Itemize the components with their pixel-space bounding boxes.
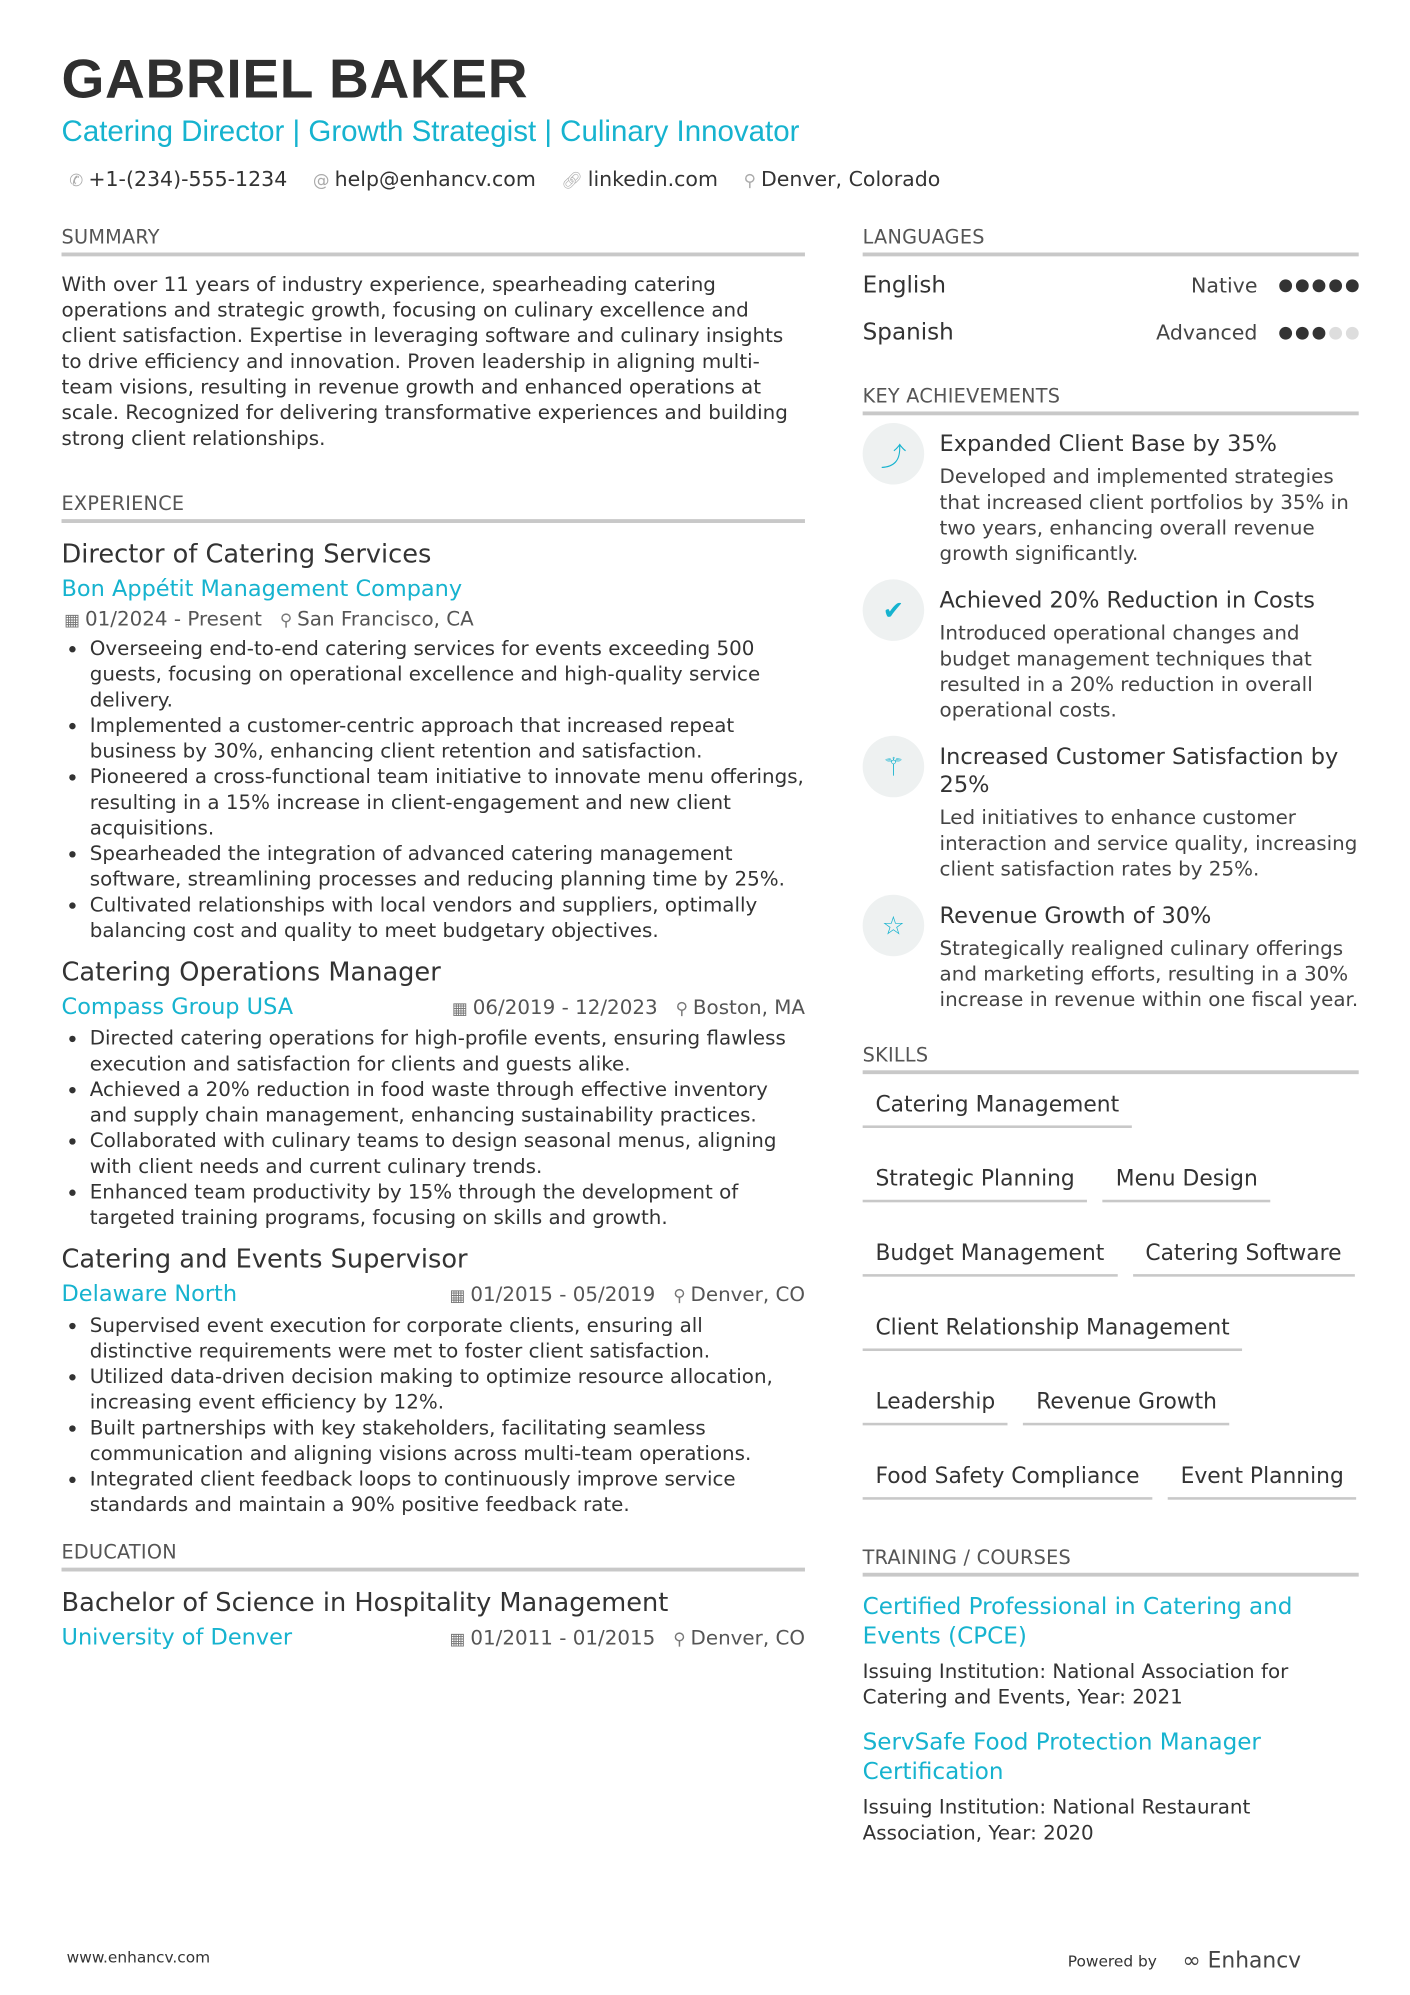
job-dates: 06/2019 - 12/2023	[472, 995, 658, 1020]
job-entry	[62, 956, 805, 1230]
calendar-icon: ▦	[451, 999, 468, 1020]
email[interactable]: @ help@enhancv.com	[312, 166, 536, 191]
rating-dot	[1313, 279, 1326, 292]
job-meta	[432, 1283, 805, 1306]
achievement-title: Achieved 20% Reduction in Costs	[939, 588, 1315, 614]
course-item	[863, 1728, 1359, 1846]
achievement-title: Expanded Client Base by 35%	[939, 431, 1277, 458]
rating-dot	[1329, 279, 1342, 292]
company-name: Delaware North	[61, 1281, 238, 1308]
bullet-item: • Collaborated with culinary teams to design seasonal menus, aligning with client needs and current culinary trends.	[90, 1128, 805, 1179]
experience-heading: EXPERIENCE	[62, 492, 805, 523]
achievements-list	[863, 431, 1359, 1013]
bullet-item: • Cultivated relationships with local vendors and suppliers, optimally balancing cost and quality to meet budgetary objectives.	[90, 892, 805, 943]
job-meta-row	[62, 995, 805, 1021]
skill-tag: Event Planning	[1168, 1461, 1357, 1499]
achievement-item	[863, 431, 1359, 567]
job-bullets	[90, 636, 805, 944]
left-column	[62, 226, 805, 1651]
achievement-body	[940, 743, 1359, 881]
bullet-item: • Enhanced team productivity by 15% through the development of targeted training programs, focusing on skills and growth.	[90, 1179, 805, 1230]
contact-info	[69, 167, 940, 191]
location-pin-icon: ⚲	[673, 1286, 686, 1307]
bullet-item: • Utilized data-driven decision making to optimize resource allocation, increasing event efficiency by 12%.	[90, 1364, 805, 1415]
job-role: Director of Catering Services	[61, 538, 432, 570]
bullet-item: • Supervised event execution for corporate clients, ensuring all distinctive requirements were met to foster client satisfaction.	[90, 1313, 805, 1364]
course-item	[863, 1592, 1359, 1710]
achievement-text: Led initiatives to enhance customer interaction and service quality, increasing client satisfaction rates by 25%.	[939, 806, 1358, 881]
school: University of Denver	[61, 1625, 293, 1651]
location-pin-icon: ⚲	[279, 611, 293, 631]
language-rating	[1191, 272, 1359, 299]
skill-tag: Food Safety Compliance	[863, 1461, 1153, 1499]
candidate-title: Catering Director | Growth Strategist | Culinary Innovator	[61, 114, 800, 148]
achievement-text: Introduced operational changes and budget management techniques that resulted in a 20% reduction in overall operational costs.	[939, 621, 1313, 722]
rating-dot	[1279, 327, 1292, 340]
skill-tag: Catering Software	[1133, 1238, 1355, 1276]
degree: Bachelor of Science in Hospitality Management	[61, 1586, 669, 1618]
achievement-title: Increased Customer Satisfaction by 25%	[939, 744, 1339, 799]
bullet-item: • Implemented a customer-centric approach that increased repeat business by 30%, enhancing client retention and satisfaction.	[90, 713, 805, 764]
job-bullets	[90, 1313, 805, 1518]
job-location: San Francisco, CA	[297, 607, 474, 631]
bullet-item: • Directed catering operations for high-profile events, ensuring flawless execution and satisfaction for clients and guests alike.	[90, 1025, 805, 1076]
course-details: Issuing Institution: National Restaurant Association, Year: 2020	[862, 1795, 1251, 1845]
course-details: Issuing Institution: National Association for Catering and Events, Year: 2021	[862, 1659, 1289, 1709]
language-rating	[1156, 319, 1359, 346]
achievement-item	[863, 587, 1359, 723]
experience-list	[62, 538, 805, 1517]
skill-tag: Catering Management	[863, 1090, 1132, 1128]
languages-heading: LANGUAGES	[863, 226, 1359, 257]
achievement-item	[863, 902, 1359, 1012]
skill-tag: Leadership	[863, 1387, 1008, 1425]
job-entry	[62, 1243, 805, 1517]
achievement-text: Developed and implemented strategies that increased client portfolios by 35% in two years, enhancing overall revenue growth significantly.	[939, 465, 1349, 566]
job-entry	[62, 538, 805, 943]
job-dates: 01/2024 - Present	[84, 607, 262, 631]
bullet-item: • Overseeing end-to-end catering services for events exceeding 500 guests, focusing on operational excellence and high-quality service delivery.	[90, 636, 805, 713]
achievement-body	[940, 902, 1359, 1012]
rating-dot	[1346, 279, 1359, 292]
job-meta	[62, 608, 474, 631]
bullet-item: • Pioneered a cross-functional team initiative to innovate menu offerings, resulting in a 15% increase in client-engagement and new client acquisitions.	[90, 764, 805, 841]
enhancv-logo: ∞ Enhancv	[1182, 1948, 1302, 1974]
training-heading: TRAINING / COURSES	[863, 1546, 1359, 1577]
company-name: Compass Group USA	[61, 994, 294, 1021]
location-pin-icon: ⚲	[743, 171, 756, 191]
language-name: English	[862, 271, 946, 299]
at-icon: @	[312, 171, 330, 191]
job-location: Denver, CO	[690, 1283, 805, 1307]
summary-text: With over 11 years of industry experience, spearheading catering operations and strategic growth, focusing on culinary excellence and client satisfaction. Expertise in leveraging software and culinary insights to drive efficiency and innovation. Proven leadership in aligning multi-team visions, resulting in revenue growth and enhanced operations at scale. Recognized for delivering transformative experiences and building strong client relationships.	[61, 273, 788, 450]
location-pin-icon: ⚲	[675, 999, 688, 1020]
location: ⚲ Denver, Colorado	[743, 166, 941, 191]
achievement-text: Strategically realigned culinary offerings and marketing efforts, resulting in a 30% increase in revenue within one fiscal year.	[939, 936, 1359, 1012]
job-meta-row	[62, 1282, 805, 1308]
skill-tag: Revenue Growth	[1023, 1387, 1229, 1425]
calendar-icon: ▦	[64, 611, 80, 631]
education-heading: EDUCATION	[62, 1541, 805, 1572]
education-location: Denver, CO	[690, 1626, 805, 1650]
job-meta	[434, 996, 805, 1019]
training-list	[863, 1592, 1359, 1846]
job-bullets	[90, 1025, 805, 1230]
job-role: Catering and Events Supervisor	[61, 1243, 468, 1275]
skills-list	[863, 1090, 1359, 1500]
check-icon: ✔	[863, 579, 925, 641]
footer-branding	[1068, 1948, 1301, 1974]
language-name: Spanish	[862, 319, 954, 347]
company-name: Bon Appétit Management Company	[61, 576, 463, 603]
job-dates: 01/2015 - 05/2019	[470, 1283, 656, 1307]
calendar-icon: ▦	[449, 1286, 466, 1307]
skill-tag: Menu Design	[1103, 1164, 1271, 1202]
footer-website[interactable]: www.enhancv.com	[66, 1948, 211, 1967]
star-icon: ☆	[863, 895, 925, 957]
education-dates: 01/2011 - 01/2015	[470, 1626, 656, 1650]
right-column	[863, 226, 1359, 1864]
skill-tag: Client Relationship Management	[863, 1313, 1243, 1351]
achievement-title: Revenue Growth of 30%	[939, 903, 1212, 930]
achievement-body	[940, 587, 1359, 723]
languages-list	[863, 272, 1359, 346]
powered-by-label: Powered by	[1067, 1952, 1157, 1971]
phone: ✆ +1-(234)-555-1234	[69, 166, 288, 191]
rating-dot	[1313, 327, 1326, 340]
rating-dot	[1296, 327, 1309, 340]
job-meta-row	[62, 577, 805, 631]
language-level: Native	[1191, 273, 1258, 298]
linkedin[interactable]: 🔗︎ linkedin.com	[561, 166, 718, 191]
achievement-item	[863, 743, 1359, 881]
phone-icon: ✆	[69, 171, 84, 191]
achievement-body	[940, 431, 1359, 567]
bullet-item: • Integrated client feedback loops to continuously improve service standards and maintain a 90% positive feedback rate.	[90, 1466, 805, 1517]
skill-tag: Strategic Planning	[863, 1164, 1088, 1202]
rating-dot	[1296, 279, 1309, 292]
strategy-icon: ⤴	[863, 423, 925, 485]
rating-dot	[1346, 327, 1359, 340]
language-level: Advanced	[1156, 320, 1258, 345]
bullet-item: • Spearheaded the integration of advanced catering management software, streamlining processes and reducing planning time by 25%.	[90, 841, 805, 892]
summary-heading: SUMMARY	[62, 226, 805, 257]
language-item	[863, 319, 1359, 346]
bullet-item: • Built partnerships with key stakeholders, facilitating seamless communication and aligning visions across multi-team operations.	[90, 1415, 805, 1466]
skill-tag: Budget Management	[863, 1238, 1117, 1276]
candidate-name: GABRIEL BAKER	[61, 48, 529, 111]
link-icon: 🔗︎	[561, 171, 583, 191]
course-title: ServSafe Food Protection Manager Certification	[862, 1729, 1261, 1786]
course-title: Certified Professional in Catering and Events (CPCE)	[862, 1593, 1293, 1650]
language-item	[863, 272, 1359, 299]
location-pin-icon: ⚲	[673, 1630, 686, 1650]
magic-wand-icon: ⚚	[863, 736, 925, 798]
rating-dot	[1329, 327, 1342, 340]
achievements-heading: KEY ACHIEVEMENTS	[863, 385, 1359, 416]
job-role: Catering Operations Manager	[61, 956, 441, 987]
rating-dot	[1279, 279, 1292, 292]
job-location: Boston, MA	[692, 995, 805, 1020]
calendar-icon: ▦	[449, 1630, 466, 1650]
skills-heading: SKILLS	[863, 1043, 1359, 1074]
enhancv-logo-icon: ∞	[1182, 1948, 1201, 1974]
bullet-item: • Achieved a 20% reduction in food waste through effective inventory and supply chain management, enhancing sustainability practices.	[90, 1077, 805, 1128]
